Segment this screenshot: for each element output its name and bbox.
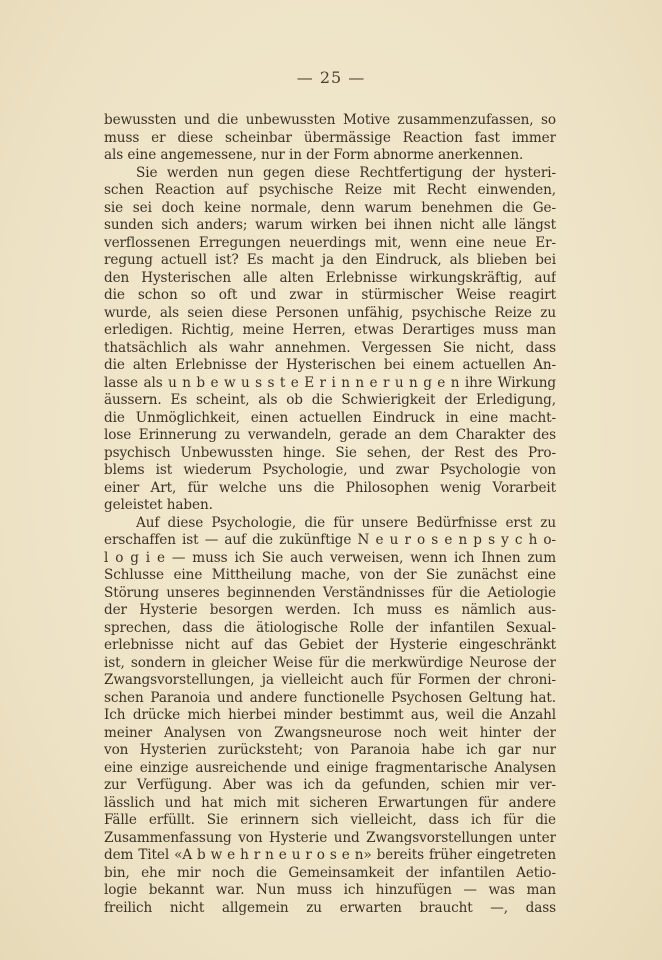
text-line: erlebnisse nicht auf das Gebiet der Hysterie eingeschränkt bbox=[104, 637, 556, 653]
text-line: blems ist wiederum Psychologie, und zwar Psychologie von bbox=[104, 462, 556, 478]
text-line: ist, sondern in gleicher Weise für die merkwürdige Neurose der bbox=[104, 654, 556, 671]
text-line: schen Reaction auf psychische Reize mit Recht einwenden, bbox=[104, 182, 556, 198]
text-line: die schon so oft und zwar in stürmischer Weise reagirt bbox=[104, 287, 556, 303]
text-line: Zusammenfassung von Hysterie und Zwangsvorstellungen unter bbox=[104, 829, 556, 846]
text-line: erschaffen ist — auf die zukünftige N e u r o s e n p s y c h o- bbox=[104, 532, 556, 548]
text-line: freilich nicht allgemein zu erwarten braucht —, dass bbox=[104, 899, 556, 916]
text-line: schen Paranoia und andere functionelle Psychosen Geltung hat. bbox=[104, 689, 556, 706]
text-line: logie bekannt war. Nun muss ich hinzufügen — was man bbox=[104, 882, 556, 898]
text-line: thatsächlich als wahr annehmen. Vergessen Sie nicht, dass bbox=[104, 339, 556, 356]
text-line: lässlich und hat mich mit sicheren Erwartungen für andere bbox=[104, 794, 556, 811]
text-line: lose Erinnerung zu verwandeln, gerade an dem Charakter des bbox=[104, 427, 556, 443]
text-line: Zwangsvorstellungen, ja vielleicht auch für Formen der chroni- bbox=[104, 672, 556, 688]
text-line: Ich drücke mich hierbei minder bestimmt aus, weil die Anzahl bbox=[104, 707, 556, 723]
text-line: meiner Analysen von Zwangsneurose noch weit hinter der bbox=[104, 724, 556, 741]
text-line: sprechen, dass die ätiologische Rolle der infantilen Sexual- bbox=[104, 619, 556, 636]
text-line: sunden sich anders; warum wirken bei ihnen nicht alle längst bbox=[104, 217, 556, 233]
text-line: die alten Erlebnisse der Hysterischen bei einem actuellen An- bbox=[104, 357, 556, 373]
text-line: die Unmöglichkeit, einen actuellen Eindruck in eine macht- bbox=[104, 409, 556, 426]
text-line: Fälle erfüllt. Sie erinnern sich vielleicht, dass ich für die bbox=[104, 812, 556, 828]
body-text bbox=[104, 112, 556, 917]
text-line: äussern. Es scheint, als ob die Schwierigkeit der Erledigung, bbox=[104, 392, 556, 408]
text-line: eine einzige ausreichende und einige fragmentarische Analysen bbox=[104, 759, 556, 776]
text-line: geleistet haben. bbox=[104, 497, 213, 513]
page-number: — 25 — bbox=[296, 68, 366, 87]
text-line: zur Verfügung. Aber was ich da gefunden, schien mir ver- bbox=[104, 777, 556, 793]
text-line: erledigen. Richtig, meine Herren, etwas Derartiges muss man bbox=[104, 322, 556, 338]
text-line: dem Titel «A b w e h r n e u r o s e n» bereits früher eingetreten bbox=[104, 847, 556, 863]
text-line: regung actuell ist? Es macht ja den Eindruck, als blieben bei bbox=[104, 252, 556, 268]
text-line: muss er diese scheinbar übermässige Reaction fast immer bbox=[104, 129, 556, 146]
text-line: bewussten und die unbewussten Motive zusammenzufassen, so bbox=[104, 112, 556, 128]
text-line: Störung unseres beginnenden Verständnisses für die Aetiologie bbox=[104, 584, 556, 601]
text-line: als eine angemessene, nur in der Form abnorme anerkennen. bbox=[104, 147, 524, 163]
text-line: Auf diese Psychologie, die für unsere Bedürfnisse erst zu bbox=[136, 514, 556, 531]
text-line: lasse als u n b e w u s s t e E r i n n e r u n g e n ihre Wirkung bbox=[104, 374, 556, 391]
text-line: einer Art, für welche uns die Philosophen wenig Vorarbeit bbox=[104, 479, 556, 496]
text-line: der Hysterie besorgen werden. Ich muss es nämlich aus- bbox=[104, 602, 556, 618]
text-line: wurde, als seien diese Personen unfähig, psychische Reize zu bbox=[104, 304, 556, 321]
text-line: l o g i e — muss ich Sie auch verweisen, wenn ich Ihnen zum bbox=[104, 549, 556, 566]
text-line: sie sei doch keine normale, denn warum benehmen die Ge- bbox=[104, 199, 556, 216]
text-line: verflossenen Erregungen neuerdings mit, wenn eine neue Er- bbox=[104, 234, 556, 251]
text-line: von Hysterien zurücksteht; von Paranoia habe ich gar nur bbox=[104, 742, 556, 758]
text-line: Schlusse eine Mittheilung mache, von der Sie zunächst eine bbox=[104, 567, 556, 583]
text-line: den Hysterischen alle alten Erlebnisse wirkungskräftig, auf bbox=[104, 269, 556, 286]
text-line: Sie werden nun gegen diese Rechtfertigung der hysteri- bbox=[136, 164, 556, 181]
text-line: bin, ehe mir noch die Gemeinsamkeit der infantilen Aetio- bbox=[104, 864, 556, 881]
text-line: psychisch Unbewussten hinge. Sie sehen, der Rest des Pro- bbox=[104, 444, 556, 461]
